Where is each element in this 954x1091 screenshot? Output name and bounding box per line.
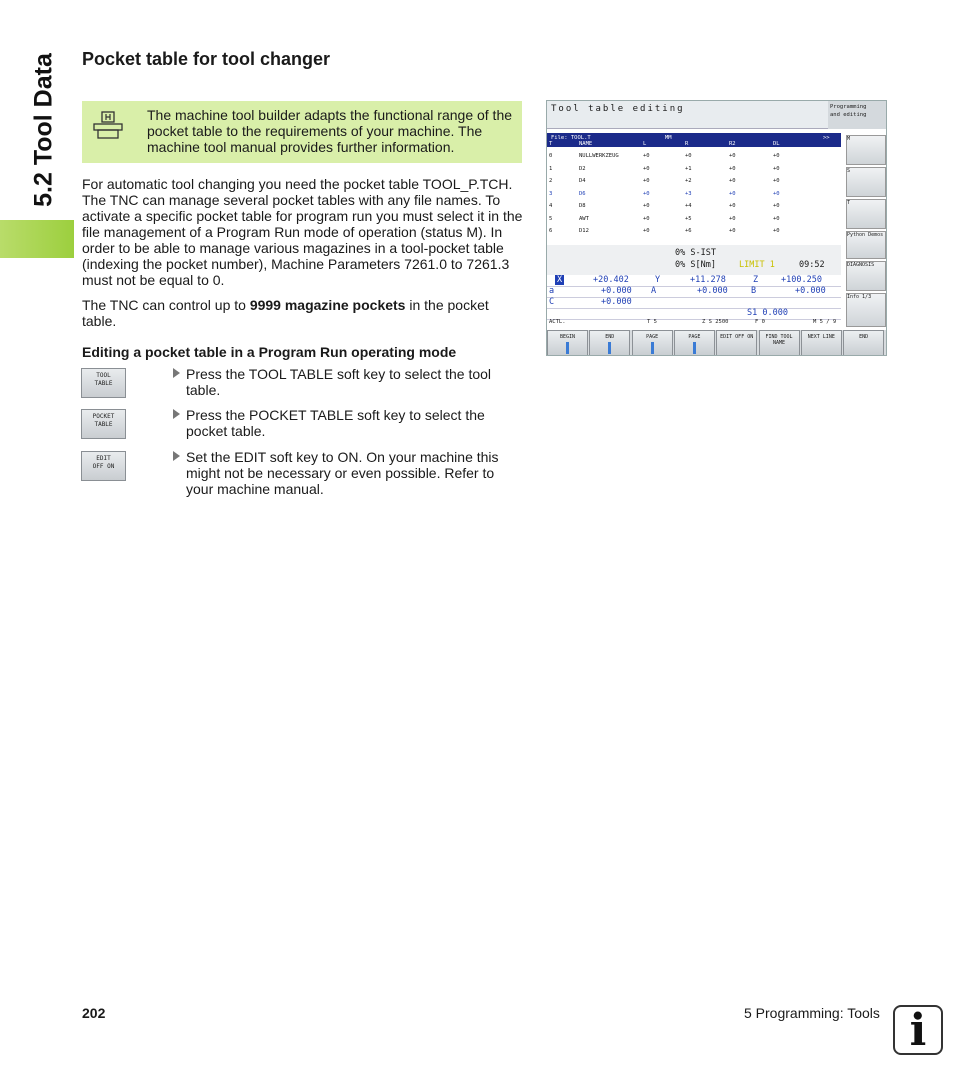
- sidebar-key-t[interactable]: T: [846, 199, 886, 229]
- arrow-right-icon: [173, 368, 180, 378]
- softkey-5[interactable]: EDIT OFF ON: [716, 330, 757, 356]
- table-cell: +0: [773, 203, 780, 209]
- sidebar-key-info[interactable]: Info 1/3: [846, 293, 886, 327]
- table-row[interactable]: [547, 189, 841, 201]
- edit-softkey-image: EDIT OFF ON: [81, 451, 126, 481]
- softkey-2[interactable]: END: [589, 330, 630, 356]
- table-cell: +0: [729, 228, 736, 234]
- table-cell: 0: [549, 153, 553, 159]
- table-cell: +0: [773, 165, 780, 172]
- footer-chapter: 5 Programming: Tools: [744, 1005, 880, 1021]
- note-text: The machine tool builder adapts the functional range of the pocket table to the requirements of your machine. The machine tool manual provides further information.: [147, 107, 513, 155]
- tool-table: [547, 133, 841, 243]
- softkey-4[interactable]: PAGE: [674, 330, 715, 356]
- step-3: Set the EDIT soft key to ON. On your machine this might not be necessary or even possible. Refer to your machine manual.: [173, 449, 518, 497]
- arrow-down-icon: [608, 342, 611, 354]
- table-cell: +0: [643, 153, 650, 159]
- table-row[interactable]: [547, 214, 841, 226]
- position-display: X +20.402 Y +11.278 Z +100.250 a +0.000 A +0.000 B +0.000 C +0.000 S1 0.000 ACTL. T 5 Z S 2500 F 0 M 5 / 9: [547, 275, 841, 329]
- table-row[interactable]: [547, 151, 841, 163]
- table-cell: AWT: [579, 215, 589, 222]
- table-cell: +5: [685, 215, 692, 222]
- table-cell: +0: [773, 153, 780, 159]
- softkey-6[interactable]: FIND TOOL NAME: [759, 330, 800, 356]
- table-cell: +0: [773, 190, 780, 197]
- softkey-3[interactable]: PAGE: [632, 330, 673, 356]
- table-cell: +0: [643, 165, 650, 172]
- softkey-1[interactable]: BEGIN: [547, 330, 588, 356]
- table-cell: 3: [549, 190, 553, 197]
- table-cell: +0: [729, 178, 736, 184]
- subsection-heading: Editing a pocket table in a Program Run operating mode: [82, 344, 457, 360]
- softkey-row: [547, 330, 886, 356]
- tnc-screen: [546, 100, 887, 356]
- table-cell: +0: [729, 165, 736, 172]
- table-row[interactable]: [547, 226, 841, 238]
- table-cell: +0: [729, 203, 736, 209]
- paragraph-pocket-table-intro: For automatic tool changing you need the pocket table TOOL_P.TCH. The TNC can manage several pocket tables with any file names. To activate a specific pocket table for program run you must select it in the file management of a Program Run mode of operation (status M). In order to be able to manage various magazines in a tool-pocket table (indexing the pocket number), Machine Parameters 7261.0 to 7261.3 must not be equal to 0.: [82, 176, 523, 288]
- table-cell: NULLWERKZEUG: [579, 153, 619, 159]
- page-number: 202: [82, 1005, 106, 1021]
- table-cell: +6: [685, 228, 692, 234]
- arrow-down-icon: [693, 342, 696, 354]
- chapter-vertical-title: 5.2 Tool Data: [29, 53, 58, 207]
- spindle-status: 0% S-IST 0% S[Nm] LIMIT 1 09:52: [547, 245, 841, 275]
- table-cell: +0: [773, 178, 780, 184]
- table-cell: D12: [579, 228, 589, 234]
- sidebar-key-s[interactable]: S: [846, 167, 886, 197]
- arrow-up-icon: [566, 342, 569, 354]
- table-cell: +0: [685, 153, 692, 159]
- table-cell: +2: [685, 178, 692, 184]
- table-cell: +0: [729, 190, 736, 197]
- table-cell: +0: [773, 228, 780, 234]
- softkey-8[interactable]: END: [843, 330, 884, 356]
- table-cell: 6: [549, 228, 553, 234]
- arrow-right-icon: [173, 409, 180, 419]
- tool-table-softkey-image: TOOL TABLE: [81, 368, 126, 398]
- table-cell: +1: [685, 165, 692, 172]
- section-title: Pocket table for tool changer: [82, 49, 331, 69]
- table-cell: +0: [643, 203, 650, 209]
- table-cell: 1: [549, 165, 553, 172]
- table-cell: 5: [549, 215, 553, 222]
- table-row[interactable]: [547, 176, 841, 188]
- table-cell: +0: [643, 178, 650, 184]
- table-cell: +0: [643, 215, 650, 222]
- chapter-color-tab: [0, 220, 74, 258]
- table-cell: D2: [579, 165, 586, 172]
- table-header: File: TOOL.T MM >> T NAME L R R2 DL: [547, 133, 841, 147]
- arrow-right-icon: [173, 451, 180, 461]
- table-cell: +0: [643, 228, 650, 234]
- screen-title: Tool table editing: [547, 101, 828, 129]
- table-cell: +3: [685, 190, 692, 197]
- table-cell: 2: [549, 178, 553, 184]
- table-cell: +4: [685, 203, 692, 209]
- table-cell: D4: [579, 178, 586, 184]
- info-icon: i: [893, 1005, 943, 1055]
- step-1: Press the TOOL TABLE soft key to select the tool table.: [173, 366, 518, 398]
- table-cell: +0: [773, 215, 780, 222]
- table-cell: 4: [549, 203, 553, 209]
- table-row[interactable]: [547, 201, 841, 213]
- sidebar-key-diagnosis[interactable]: DIAGNOSIS: [846, 261, 886, 291]
- table-cell: D6: [579, 190, 586, 197]
- sidebar-key-m[interactable]: M: [846, 135, 886, 165]
- softkey-7[interactable]: NEXT LINE: [801, 330, 842, 356]
- table-cell: +0: [729, 215, 736, 222]
- pocket-table-softkey-image: POCKET TABLE: [81, 409, 126, 439]
- machine-note-icon: [92, 110, 124, 140]
- screen-mode: Programming and editing: [828, 101, 887, 129]
- table-cell: +0: [729, 153, 736, 159]
- table-cell: D8: [579, 203, 586, 209]
- paragraph-magazine-pockets: The TNC can control up to 9999 magazine pockets in the pocket table.: [82, 297, 489, 329]
- table-cell: +0: [643, 190, 650, 197]
- arrow-up-icon: [651, 342, 654, 354]
- table-row[interactable]: [547, 164, 841, 176]
- step-2: Press the POCKET TABLE soft key to select the pocket table.: [173, 407, 518, 439]
- sidebar-key-python[interactable]: Python Demos: [846, 231, 886, 259]
